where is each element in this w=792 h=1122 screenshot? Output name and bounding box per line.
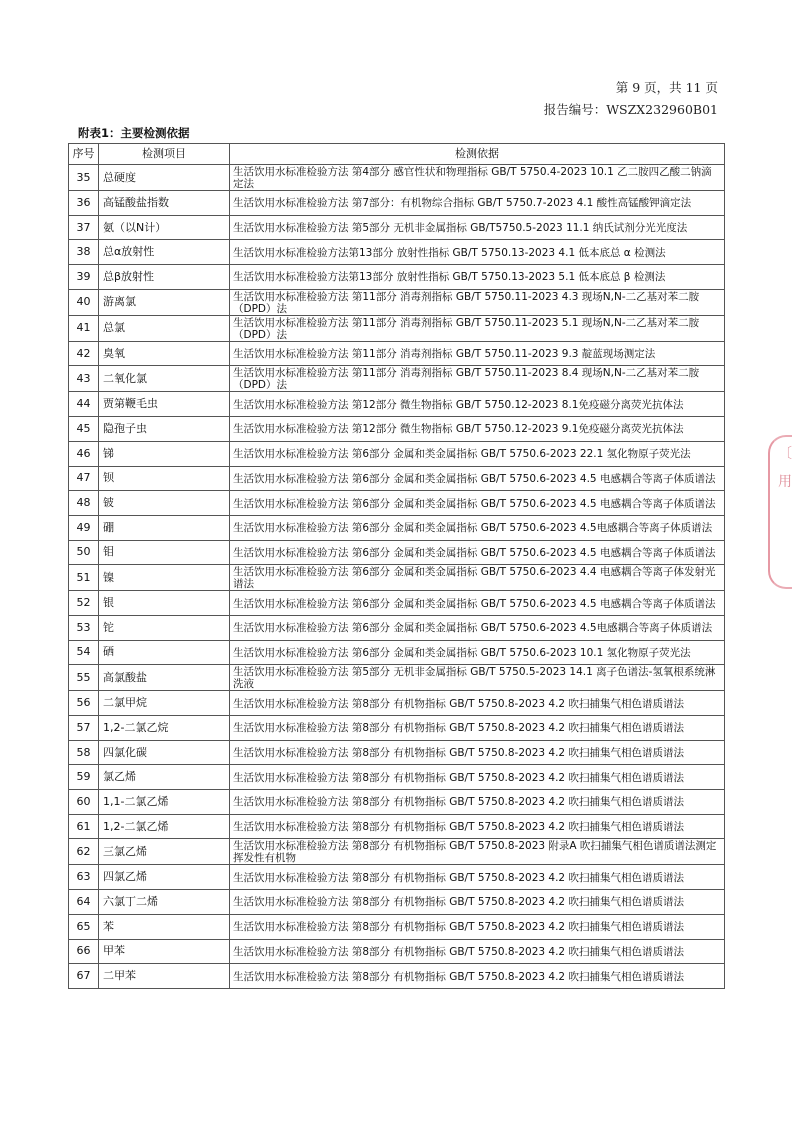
table-row [69, 191, 725, 216]
row-number-cell: 40 [69, 289, 99, 315]
table-row [69, 591, 725, 616]
column-header-no: 序号 [69, 144, 99, 165]
table-row [69, 716, 725, 741]
detection-basis-cell: 生活饮用水标准检验方法 第6部分 金属和类金属指标 GB/T 5750.6-2023 4.5电感耦合等离子体质谱法 [230, 615, 725, 640]
table-row [69, 839, 725, 865]
table-row [69, 366, 725, 392]
detection-item-cell: 三氯乙烯 [99, 839, 230, 865]
detection-item-cell: 钡 [99, 466, 230, 491]
detection-basis-cell: 生活饮用水标准检验方法 第8部分 有机物指标 GB/T 5750.8-2023 4.2 吹扫捕集气相色谱质谱法 [230, 691, 725, 716]
row-number-cell: 62 [69, 839, 99, 865]
detection-item-cell: 总硬度 [99, 165, 230, 191]
detection-basis-cell: 生活饮用水标准检验方法 第6部分 金属和类金属指标 GB/T 5750.6-2023 4.5 电感耦合等离子体质谱法 [230, 491, 725, 516]
detection-basis-cell: 生活饮用水标准检验方法 第8部分 有机物指标 GB/T 5750.8-2023 4.2 吹扫捕集气相色谱质谱法 [230, 790, 725, 815]
detection-item-cell: 四氯乙烯 [99, 865, 230, 890]
detection-basis-cell: 生活饮用水标准检验方法 第11部分 消毒剂指标 GB/T 5750.11-2023 5.1 现场N,N-二乙基对苯二胺（DPD）法 [230, 315, 725, 341]
table-row [69, 240, 725, 265]
table-row [69, 865, 725, 890]
table-row [69, 890, 725, 915]
row-number-cell: 59 [69, 765, 99, 790]
row-number-cell: 38 [69, 240, 99, 265]
row-number-cell: 46 [69, 441, 99, 466]
table-row [69, 515, 725, 540]
row-number-cell: 61 [69, 814, 99, 839]
detection-basis-cell: 生活饮用水标准检验方法 第8部分 有机物指标 GB/T 5750.8-2023 4.2 吹扫捕集气相色谱质谱法 [230, 964, 725, 989]
table-row [69, 491, 725, 516]
detection-item-cell: 硒 [99, 640, 230, 665]
table-row [69, 540, 725, 565]
detection-item-cell: 总氯 [99, 315, 230, 341]
row-number-cell: 44 [69, 392, 99, 417]
detection-basis-cell: 生活饮用水标准检验方法 第8部分 有机物指标 GB/T 5750.8-2023 4.2 吹扫捕集气相色谱质谱法 [230, 890, 725, 915]
table-row [69, 315, 725, 341]
row-number-cell: 57 [69, 716, 99, 741]
row-number-cell: 54 [69, 640, 99, 665]
detection-item-cell: 隐孢子虫 [99, 417, 230, 442]
detection-item-cell: 1,1-二氯乙烯 [99, 790, 230, 815]
row-number-cell: 43 [69, 366, 99, 392]
table-row [69, 466, 725, 491]
table-row [69, 790, 725, 815]
detection-basis-cell: 生活饮用水标准检验方法 第11部分 消毒剂指标 GB/T 5750.11-2023 4.3 现场N,N-二乙基对苯二胺（DPD）法 [230, 289, 725, 315]
row-number-cell: 63 [69, 865, 99, 890]
row-number-cell: 37 [69, 215, 99, 240]
row-number-cell: 50 [69, 540, 99, 565]
detection-item-cell: 总β放射性 [99, 265, 230, 290]
detection-item-cell: 硼 [99, 515, 230, 540]
detection-item-cell: 银 [99, 591, 230, 616]
table-row [69, 341, 725, 366]
row-number-cell: 64 [69, 890, 99, 915]
detection-basis-cell: 生活饮用水标准检验方法 第8部分 有机物指标 GB/T 5750.8-2023 4.2 吹扫捕集气相色谱质谱法 [230, 814, 725, 839]
row-number-cell: 39 [69, 265, 99, 290]
row-number-cell: 58 [69, 740, 99, 765]
detection-item-cell: 氯乙烯 [99, 765, 230, 790]
table-row [69, 615, 725, 640]
table-row [69, 691, 725, 716]
detection-basis-cell: 生活饮用水标准检验方法 第12部分 微生物指标 GB/T 5750.12-2023 8.1免疫磁分离荧光抗体法 [230, 392, 725, 417]
table-row [69, 165, 725, 191]
row-number-cell: 45 [69, 417, 99, 442]
row-number-cell: 52 [69, 591, 99, 616]
detection-item-cell: 二氧化氯 [99, 366, 230, 392]
detection-item-cell: 铍 [99, 491, 230, 516]
detection-item-cell: 四氯化碳 [99, 740, 230, 765]
detection-basis-cell: 生活饮用水标准检验方法 第4部分 感官性状和物理指标 GB/T 5750.4-2023 10.1 乙二胺四乙酸二钠滴定法 [230, 165, 725, 191]
table-row [69, 814, 725, 839]
detection-item-cell: 二氯甲烷 [99, 691, 230, 716]
detection-basis-cell: 生活饮用水标准检验方法 第11部分 消毒剂指标 GB/T 5750.11-2023 8.4 现场N,N-二乙基对苯二胺（DPD）法 [230, 366, 725, 392]
row-number-cell: 65 [69, 914, 99, 939]
detection-item-cell: 游离氯 [99, 289, 230, 315]
detection-item-cell: 总α放射性 [99, 240, 230, 265]
table-row [69, 417, 725, 442]
detection-basis-cell: 生活饮用水标准检验方法 第6部分 金属和类金属指标 GB/T 5750.6-2023 10.1 氢化物原子荧光法 [230, 640, 725, 665]
table-row [69, 765, 725, 790]
detection-basis-cell: 生活饮用水标准检验方法 第8部分 有机物指标 GB/T 5750.8-2023 4.2 吹扫捕集气相色谱质谱法 [230, 865, 725, 890]
report-number: 报告编号：WSZX232960B01 [543, 102, 718, 117]
table-row [69, 665, 725, 691]
column-header-item: 检测项目 [99, 144, 230, 165]
detection-basis-cell: 生活饮用水标准检验方法 第8部分 有机物指标 GB/T 5750.8-2023 4.2 吹扫捕集气相色谱质谱法 [230, 716, 725, 741]
row-number-cell: 67 [69, 964, 99, 989]
detection-item-cell: 高氯酸盐 [99, 665, 230, 691]
row-number-cell: 48 [69, 491, 99, 516]
seal-stamp: 〔 用 [768, 435, 792, 589]
detection-item-cell: 甲苯 [99, 939, 230, 964]
detection-item-cell: 铊 [99, 615, 230, 640]
table-row [69, 565, 725, 591]
detection-basis-cell: 生活饮用水标准检验方法 第6部分 金属和类金属指标 GB/T 5750.6-2023 4.5 电感耦合等离子体质谱法 [230, 540, 725, 565]
detection-basis-cell: 生活饮用水标准检验方法 第8部分 有机物指标 GB/T 5750.8-2023 附录A 吹扫捕集气相色谱质谱法测定挥发性有机物 [230, 839, 725, 865]
table-row [69, 392, 725, 417]
detection-item-cell: 六氯丁二烯 [99, 890, 230, 915]
table-row [69, 441, 725, 466]
row-number-cell: 51 [69, 565, 99, 591]
detection-item-cell: 臭氧 [99, 341, 230, 366]
detection-item-cell: 钼 [99, 540, 230, 565]
detection-item-cell: 贾第鞭毛虫 [99, 392, 230, 417]
column-header-basis: 检测依据 [230, 144, 725, 165]
table-row [69, 215, 725, 240]
detection-item-cell: 镍 [99, 565, 230, 591]
detection-basis-cell: 生活饮用水标准检验方法 第5部分 无机非金属指标 GB/T 5750.5-2023 14.1 离子色谱法-氢氧根系统淋洗液 [230, 665, 725, 691]
detection-item-cell: 苯 [99, 914, 230, 939]
detection-basis-cell: 生活饮用水标准检验方法 第6部分 金属和类金属指标 GB/T 5750.6-2023 4.5电感耦合等离子体质谱法 [230, 515, 725, 540]
detection-basis-cell: 生活饮用水标准检验方法 第6部分 金属和类金属指标 GB/T 5750.6-2023 22.1 氢化物原子荧光法 [230, 441, 725, 466]
detection-basis-cell: 生活饮用水标准检验方法 第6部分 金属和类金属指标 GB/T 5750.6-2023 4.5 电感耦合等离子体质谱法 [230, 466, 725, 491]
detection-basis-table [68, 143, 725, 989]
detection-basis-cell: 生活饮用水标准检验方法 第6部分 金属和类金属指标 GB/T 5750.6-2023 4.4 电感耦合等离子体发射光谱法 [230, 565, 725, 591]
table-row [69, 939, 725, 964]
table-row [69, 265, 725, 290]
row-number-cell: 60 [69, 790, 99, 815]
detection-basis-cell: 生活饮用水标准检验方法第13部分 放射性指标 GB/T 5750.13-2023 5.1 低本底总 β 检测法 [230, 265, 725, 290]
detection-item-cell: 氨（以N计） [99, 215, 230, 240]
detection-basis-cell: 生活饮用水标准检验方法 第8部分 有机物指标 GB/T 5750.8-2023 4.2 吹扫捕集气相色谱质谱法 [230, 765, 725, 790]
row-number-cell: 55 [69, 665, 99, 691]
detection-item-cell: 高锰酸盐指数 [99, 191, 230, 216]
detection-basis-cell: 生活饮用水标准检验方法 第8部分 有机物指标 GB/T 5750.8-2023 4.2 吹扫捕集气相色谱质谱法 [230, 740, 725, 765]
table-row [69, 964, 725, 989]
detection-basis-cell: 生活饮用水标准检验方法 第11部分 消毒剂指标 GB/T 5750.11-2023 9.3 靛蓝现场测定法 [230, 341, 725, 366]
detection-basis-cell: 生活饮用水标准检验方法 第7部分：有机物综合指标 GB/T 5750.7-2023 4.1 酸性高锰酸钾滴定法 [230, 191, 725, 216]
row-number-cell: 56 [69, 691, 99, 716]
detection-basis-cell: 生活饮用水标准检验方法 第8部分 有机物指标 GB/T 5750.8-2023 4.2 吹扫捕集气相色谱质谱法 [230, 939, 725, 964]
table-row [69, 640, 725, 665]
detection-basis-cell: 生活饮用水标准检验方法第13部分 放射性指标 GB/T 5750.13-2023 4.1 低本底总 α 检测法 [230, 240, 725, 265]
detection-item-cell: 锑 [99, 441, 230, 466]
row-number-cell: 53 [69, 615, 99, 640]
appendix-title: 附表1：主要检测依据 [78, 126, 190, 140]
page-number: 第 9 页，共 11 页 [615, 80, 718, 95]
table-row [69, 289, 725, 315]
row-number-cell: 36 [69, 191, 99, 216]
row-number-cell: 35 [69, 165, 99, 191]
detection-basis-cell: 生活饮用水标准检验方法 第5部分 无机非金属指标 GB/T5750.5-2023 11.1 纳氏试剂分光光度法 [230, 215, 725, 240]
row-number-cell: 42 [69, 341, 99, 366]
detection-item-cell: 二甲苯 [99, 964, 230, 989]
row-number-cell: 66 [69, 939, 99, 964]
row-number-cell: 47 [69, 466, 99, 491]
table-row [69, 740, 725, 765]
detection-item-cell: 1,2-二氯乙烯 [99, 814, 230, 839]
table-row [69, 914, 725, 939]
detection-basis-cell: 生活饮用水标准检验方法 第12部分 微生物指标 GB/T 5750.12-2023 9.1免疫磁分离荧光抗体法 [230, 417, 725, 442]
detection-item-cell: 1,2-二氯乙烷 [99, 716, 230, 741]
detection-basis-cell: 生活饮用水标准检验方法 第8部分 有机物指标 GB/T 5750.8-2023 4.2 吹扫捕集气相色谱质谱法 [230, 914, 725, 939]
table-header-row [69, 144, 725, 165]
detection-basis-cell: 生活饮用水标准检验方法 第6部分 金属和类金属指标 GB/T 5750.6-2023 4.5 电感耦合等离子体质谱法 [230, 591, 725, 616]
row-number-cell: 41 [69, 315, 99, 341]
row-number-cell: 49 [69, 515, 99, 540]
